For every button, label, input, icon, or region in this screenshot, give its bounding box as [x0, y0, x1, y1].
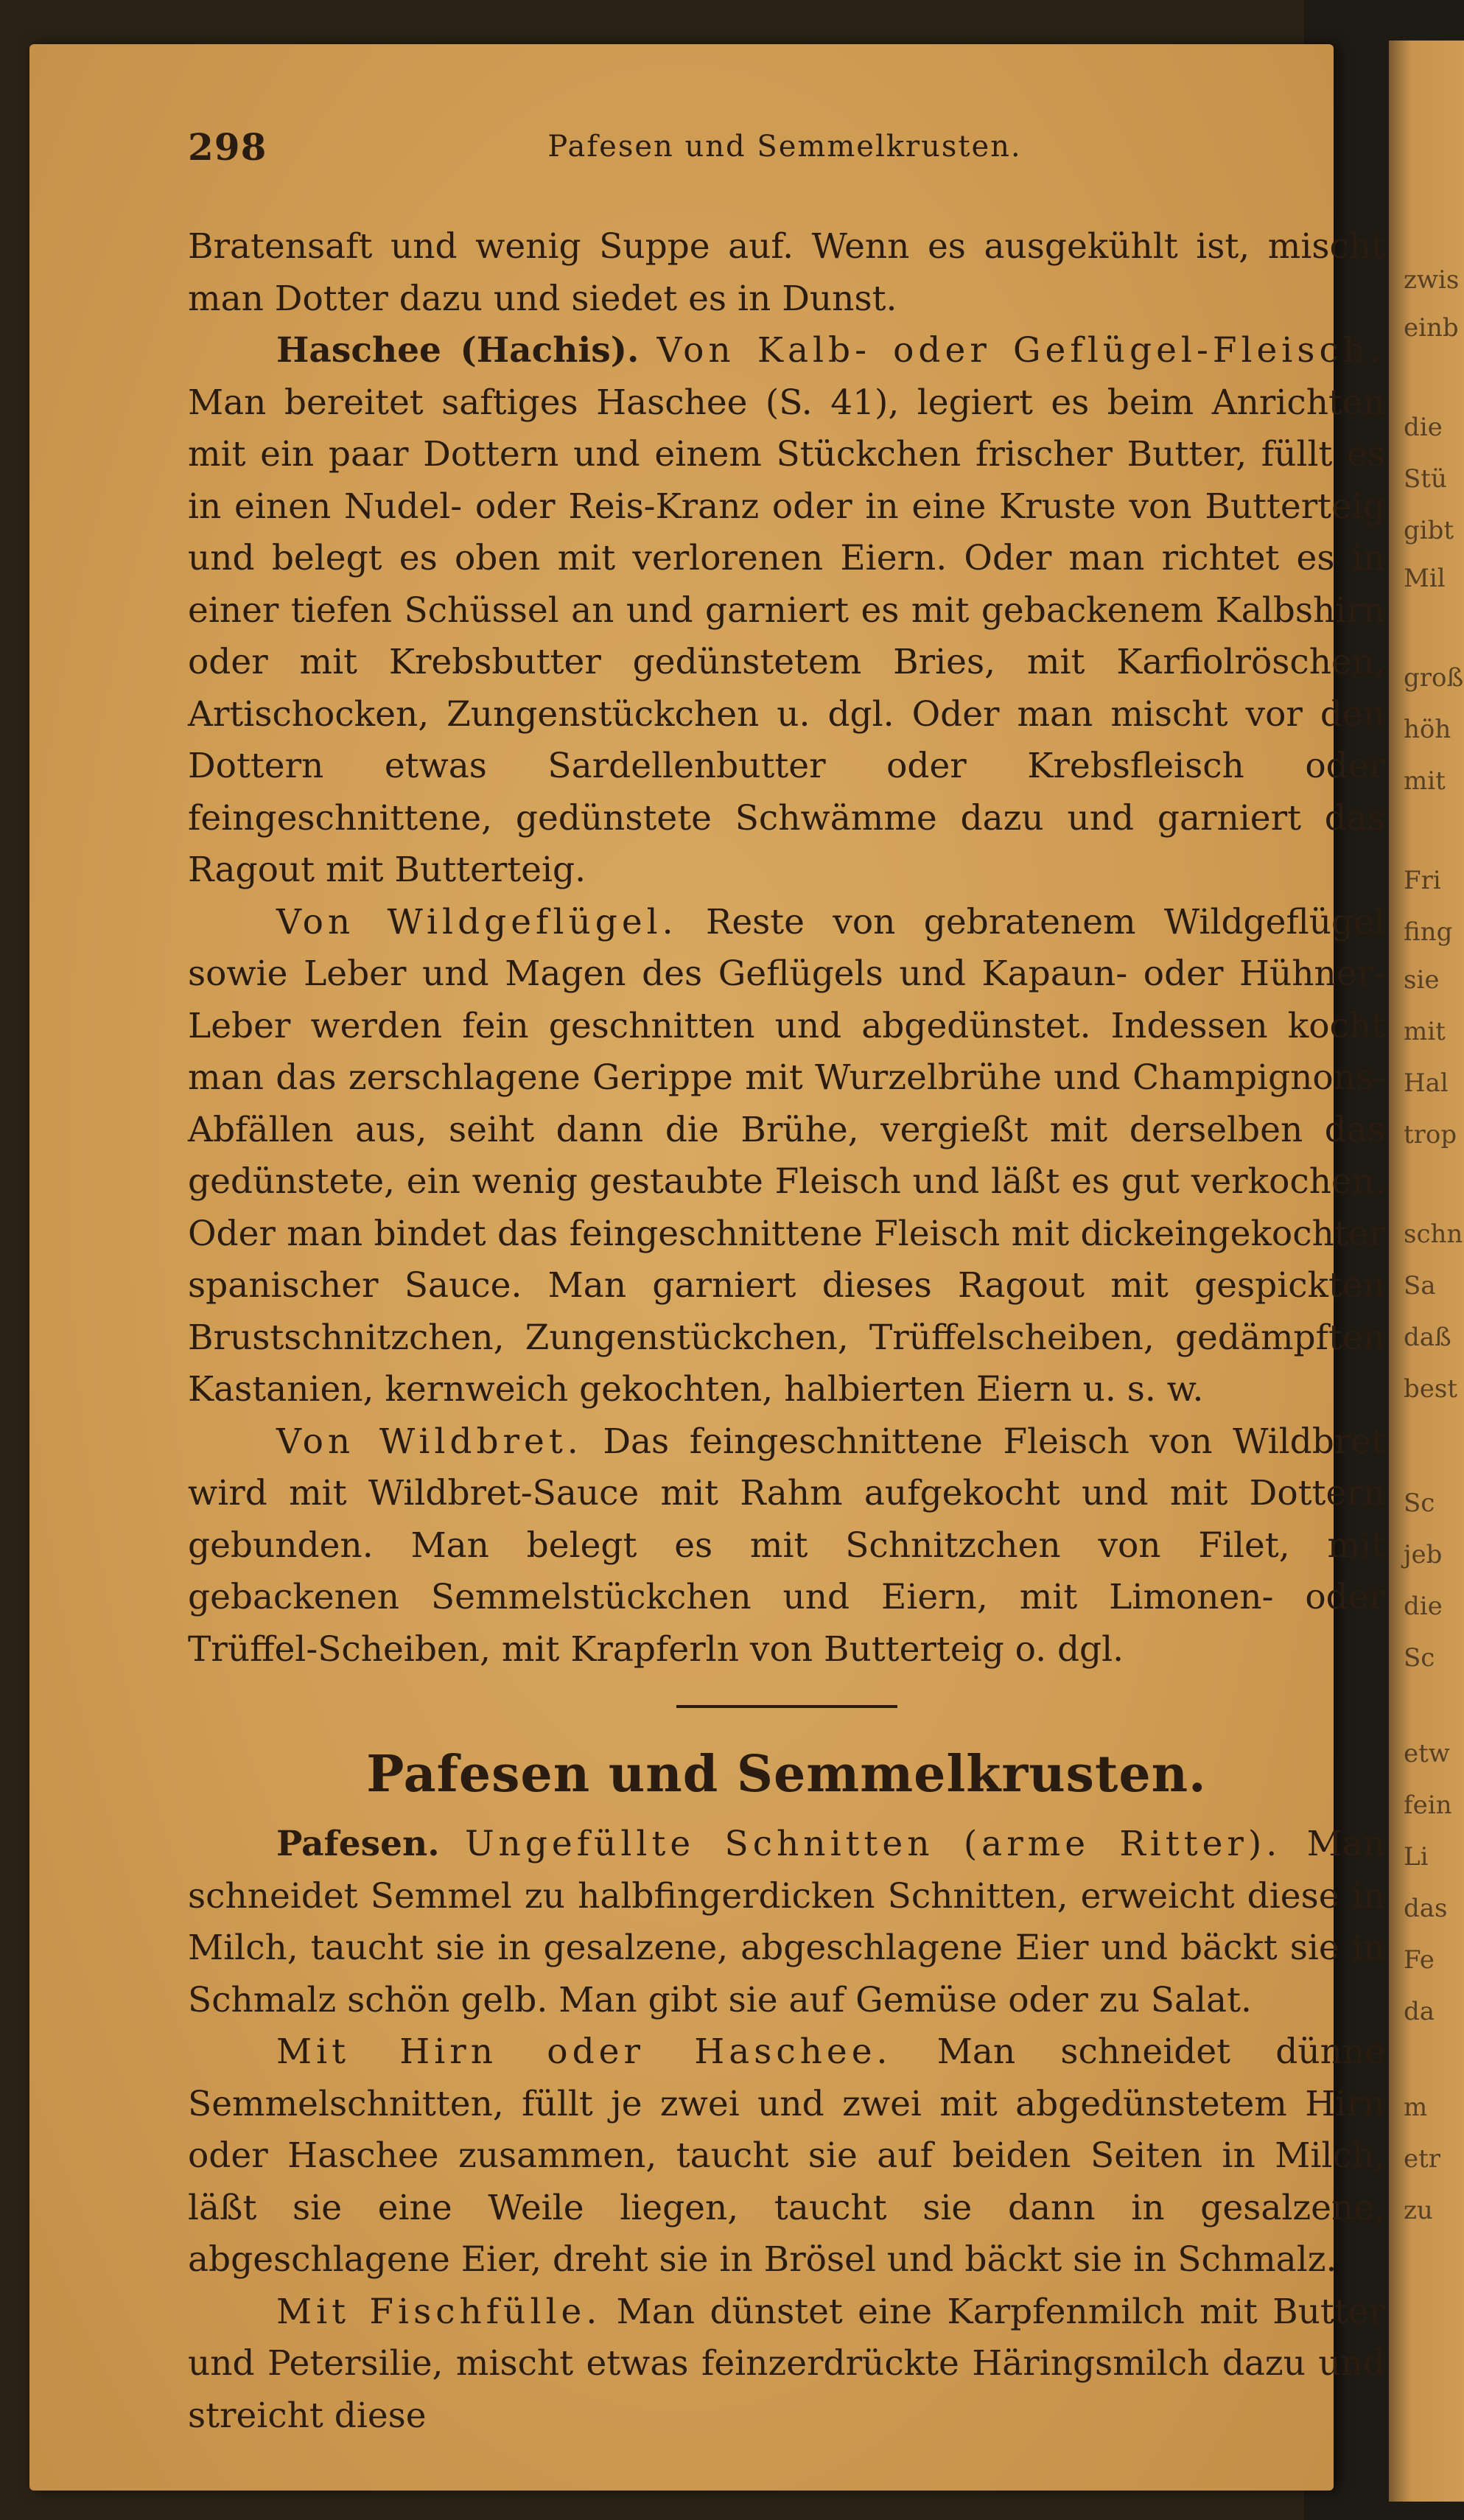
paragraph-text: Reste von gebratenem Wildgeflügel sowie Leber und Magen des Geflügels und Kapaun- oder Hühner-Leber werden fein geschnitten und abgedünstet. Indessen kocht man das zerschlagene Gerippe mit Wurzelbrühe und Champignons-Abfällen aus, seiht dann die Brühe, vergießt mit derselben das gedünstete, ein wenig gestaubte Fleisch und läßt es gut verkochen. Oder man bindet das feingeschnittene Fleisch mit dickeingekochter spanischer Sauce. Man garniert dieses Ragout mit gespickten Brustschnitzchen, Zungenstückchen, Trüffelscheiben, gedämpften Kastanien, kernweich gekochten, halbierten Eiern u. s. w.	[188, 901, 1385, 1410]
adjacent-page-fragment: etr	[1404, 2144, 1441, 2174]
adjacent-page-fragment: die	[1404, 413, 1443, 442]
entry-heading: Pafesen.	[276, 1824, 440, 1864]
adjacent-page-fragment: fing	[1404, 917, 1453, 947]
paragraph-text: Man schneidet Semmel zu halbfingerdicken Schnitten, erweicht diese in Milch, taucht sie in gesalzene, abgeschlagene Eier und bäckt sie in Schmalz schön gelb. Man gibt sie auf Gemüse oder zu Salat.	[188, 1824, 1385, 2020]
adjacent-page-fragment: Hal	[1404, 1068, 1449, 1098]
adjacent-page-fragment: mit	[1404, 1017, 1446, 1046]
paragraph	[188, 221, 1385, 325]
entry-subheading: Von Kalb- oder Geflügel-Fleisch.	[656, 330, 1385, 371]
entry-subheading: Von Wildgeflügel.	[276, 901, 678, 942]
adjacent-page-fragment: zu	[1404, 2196, 1433, 2225]
adjacent-page-fragment: Mil	[1404, 564, 1446, 593]
adjacent-page-fragment: da	[1404, 1997, 1435, 2026]
paragraph-text: Das feingeschnittene Fleisch von Wildbret wird mit Wildbret-Sauce mit Rahm aufgekocht und mit Dottern gebunden. Man belegt es mit Schnitzchen von Filet, mit gebackenen Semmelstückchen und Eiern, mit Limonen- oder Trüffel-Scheiben, mit Krapferln von Butterteig o. dgl.	[188, 1421, 1385, 1670]
adjacent-page-fragment: jeb	[1404, 1540, 1443, 1569]
adjacent-page-fragment: trop	[1404, 1120, 1457, 1149]
paragraph	[188, 1416, 1385, 1676]
entry-subheading: Mit Fischfülle.	[276, 2291, 602, 2332]
entry-heading: Haschee (Hachis).	[276, 330, 640, 371]
paragraph-text: Bratensaft und wenig Suppe auf. Wenn es ausgekühlt ist, mischt man Dotter dazu und siedet es in Dunst.	[188, 226, 1385, 319]
adjacent-page-fragment: sie	[1404, 965, 1440, 995]
entry-subheading: Mit Hirn oder Haschee.	[276, 2031, 892, 2072]
adjacent-page-fragment: Sc	[1404, 1488, 1435, 1518]
entry-subheading: Ungefüllte Schnitten (arme Ritter).	[464, 1824, 1282, 1864]
paragraph	[188, 2026, 1385, 2286]
running-title: Pafesen und Semmelkrusten.	[547, 130, 1022, 164]
adjacent-page-fragment: Li	[1404, 1842, 1429, 1872]
adjacent-page-fragment: m	[1404, 2093, 1428, 2122]
paragraph	[188, 1819, 1385, 2026]
adjacent-page-fragment: schn	[1404, 1219, 1463, 1249]
adjacent-page-fragment: groß	[1404, 663, 1464, 693]
section-divider	[676, 1705, 897, 1708]
paragraph-text: Man schneidet dünne Semmelschnitten, füllt je zwei und zwei mit abgedünstetem Hirn oder Haschee zusammen, taucht sie auf beiden Seiten in Milch, läßt sie eine Weile liegen, taucht sie dann in gesalzene, abgeschlagene Eier, dreht sie in Brösel und bäckt sie in Schmalz.	[188, 2031, 1385, 2280]
adjacent-page-fragment: best	[1404, 1374, 1457, 1404]
page-body	[188, 221, 1385, 2442]
page-number: 298	[188, 125, 267, 169]
adjacent-page-fragment: Stü	[1404, 464, 1447, 494]
adjacent-page-fragment: daß	[1404, 1323, 1451, 1352]
adjacent-page-fragment: die	[1404, 1592, 1443, 1621]
entry-subheading: Von Wildbret.	[276, 1421, 583, 1462]
adjacent-page-fragment: gibt	[1404, 516, 1454, 545]
paragraph	[188, 897, 1385, 1416]
adjacent-page-fragment: Fri	[1404, 866, 1441, 895]
running-header	[188, 125, 1381, 177]
paragraph-text: Man dünstet eine Karpfenmilch mit Butter und Petersilie, mischt etwas feinzerdrückte Häringsmilch dazu und streicht diese	[188, 2291, 1385, 2436]
paragraph	[188, 325, 1385, 897]
adjacent-page-fragment: Sa	[1404, 1271, 1436, 1301]
adjacent-page-fragment: etw	[1404, 1739, 1450, 1768]
adjacent-page-fragment: fein	[1404, 1791, 1452, 1820]
adjacent-page-fragment: das	[1404, 1894, 1448, 1923]
adjacent-page-fragment: einb	[1404, 313, 1459, 343]
adjacent-page-fragment: mit	[1404, 766, 1446, 796]
adjacent-page-fragment: Sc	[1404, 1643, 1435, 1673]
paragraph	[188, 2286, 1385, 2443]
adjacent-page-fragment: höh	[1404, 715, 1451, 744]
paragraph-text: Man bereitet saftiges Haschee (S. 41), legiert es beim Anrichten mit ein paar Dottern und einem Stückchen frischer Butter, füllt es in einen Nudel- oder Reis-Kranz oder in eine Kruste von Butterteig und belegt es oben mit verlorenen Eiern. Oder man richtet es in einer tiefen Schüssel an und garniert es mit gebackenem Kalbshirn oder mit Krebsbutter gedünstetem Bries, mit Karfiolröschen, Artischocken, Zungenstückchen u. dgl. Oder man mischt vor den Dottern etwas Sardellenbutter oder Krebsfleisch oder feingeschnittene, gedünstete Schwämme dazu und garniert das Ragout mit Butterteig.	[188, 382, 1385, 890]
section-title: Pafesen und Semmelkrusten.	[366, 1745, 1207, 1804]
adjacent-page-fragment: Fe	[1404, 1945, 1435, 1975]
adjacent-page-fragment: zwis	[1404, 265, 1460, 295]
